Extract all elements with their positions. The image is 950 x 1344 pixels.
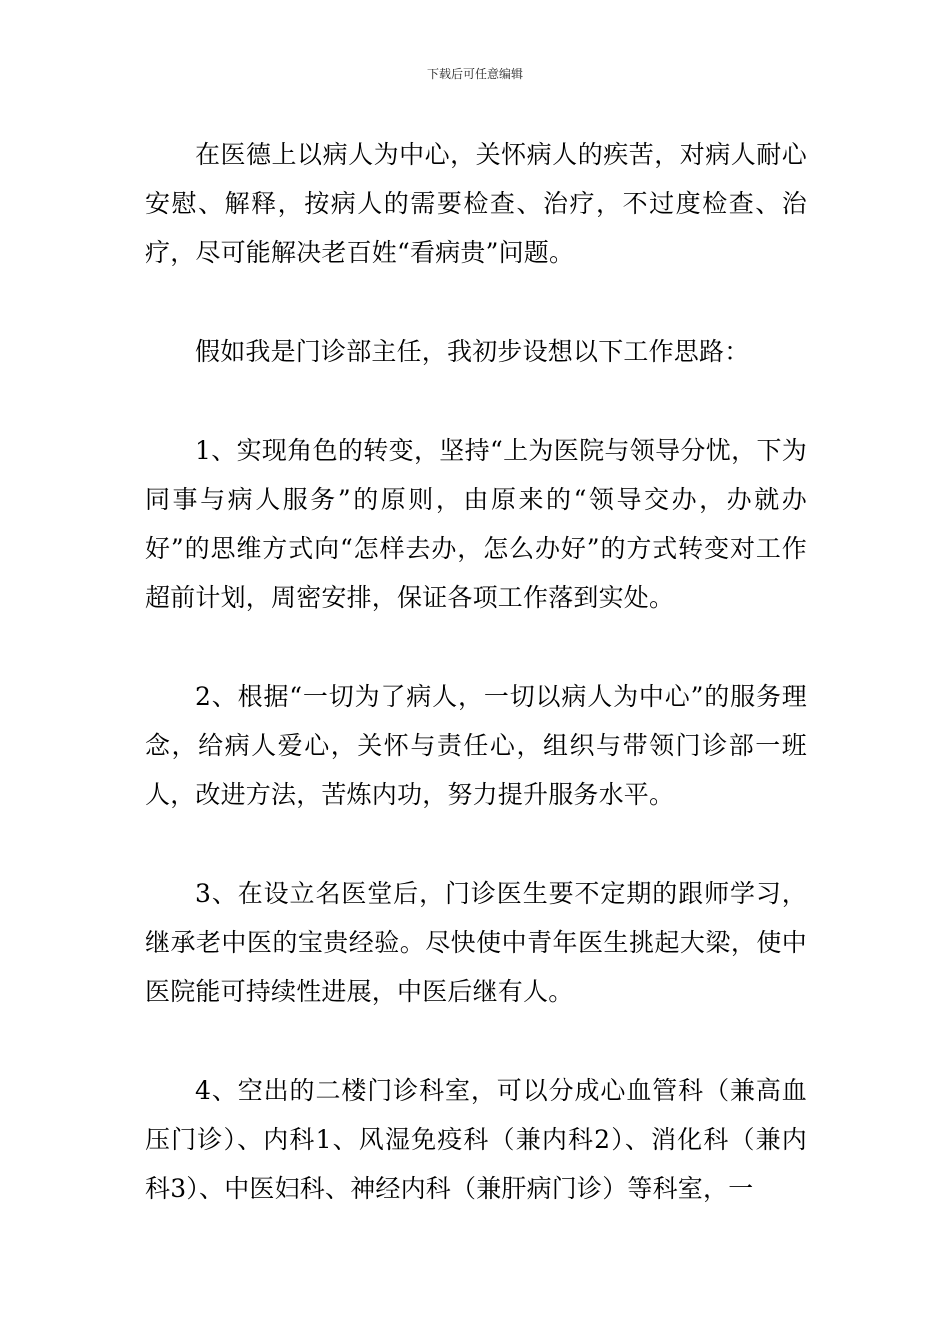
- document-body: [145, 130, 807, 1263]
- paragraph-4: 2、根据“一切为了病人，一切以病人为中心”的服务理念，给病人爱心，关怀与责任心，组织与带领门诊部一班人，改进方法，苦炼内功，努力提升服务水平。: [145, 682, 807, 809]
- paragraph-3: 1、实现角色的转变，坚持“上为医院与领导分忧，下为同事与病人服务”的原则，由原来的“领导交办，办就办好”的思维方式向“怎样去办，怎么办好”的方式转变对工作超前计划，周密安排，保证各项工作落到实处。: [145, 436, 807, 612]
- paragraph-6: 4、空出的二楼门诊科室，可以分成心血管科（兼高血压门诊）、内科1、风湿免疫科（兼内科2）、消化科（兼内科3）、中医妇科、神经内科（兼肝病门诊）等科室，一: [145, 1076, 807, 1203]
- paragraph-5: 3、在设立名医堂后，门诊医生要不定期的跟师学习，继承老中医的宝贵经验。尽快使中青年医生挑起大梁，使中医院能可持续性进展，中医后继有人。: [145, 879, 807, 1006]
- header-note: 下载后可任意编辑: [426, 67, 523, 81]
- paragraph-2: 假如我是门诊部主任，我初步设想以下工作思路：: [195, 337, 750, 366]
- paragraph-1: 在医德上以病人为中心，关怀病人的疾苦，对病人耐心安慰、解释，按病人的需要检查、治疗，不过度检查、治疗，尽可能解决老百姓“看病贵”问题。: [145, 140, 807, 267]
